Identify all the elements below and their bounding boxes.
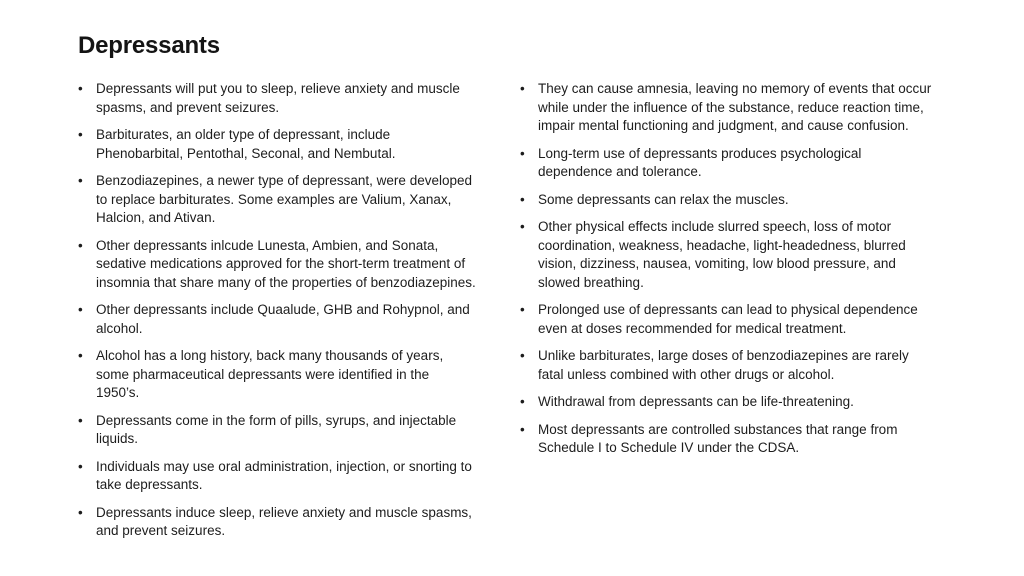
bullet-text: Benzodiazepines, a newer type of depressant, were developed to replace barbiturates. Some examples are Valium, Xanax, Halcion, and Ativan.	[96, 173, 472, 225]
bullet-marker: •	[520, 302, 525, 317]
slide-title: Depressants	[78, 32, 220, 59]
bullet-marker: •	[78, 127, 83, 142]
bullet-marker: •	[520, 348, 525, 363]
bullet-item	[78, 412, 476, 449]
bullet-marker: •	[520, 219, 525, 234]
bullet-item	[520, 393, 934, 412]
bullet-item	[520, 145, 934, 182]
bullet-text: Other physical effects include slurred speech, loss of motor coordination, weakness, headache, light-headedness, blurred vision, dizziness, nausea, vomiting, low blood pressure, and slowed breathing.	[538, 219, 906, 290]
bullet-marker: •	[78, 504, 83, 520]
bullet-text: Long-term use of depressants produces psychological dependence and tolerance.	[538, 145, 862, 179]
bullet-text: Other depressants include Quaalude, GHB and Rohypnol, and alcohol.	[96, 302, 470, 336]
bullet-marker: •	[78, 348, 83, 363]
bullet-text: Individuals may use oral administration, injection, or snorting to take depressants.	[96, 458, 472, 492]
bullet-marker: •	[78, 173, 83, 188]
bullet-text: Some depressants can relax the muscles.	[538, 191, 789, 207]
bullet-item	[78, 80, 476, 117]
left-column	[78, 80, 476, 550]
bullet-item	[520, 218, 934, 292]
bullet-marker: •	[78, 237, 83, 253]
bullet-item	[78, 504, 476, 541]
bullet-item	[520, 301, 934, 338]
bullet-item	[78, 458, 476, 495]
bullet-text: Depressants come in the form of pills, syrups, and injectable liquids.	[96, 412, 457, 446]
bullet-text: Withdrawal from depressants can be life-threatening.	[538, 394, 854, 409]
bullet-text: Depressants will put you to sleep, relieve anxiety and muscle spasms, and prevent seizures.	[96, 81, 460, 115]
bullet-item	[520, 80, 934, 136]
bullet-text: Barbiturates, an older type of depressant, include Phenobarbital, Pentothal, Seconal, and Nembutal.	[96, 127, 396, 161]
bullet-marker: •	[78, 458, 83, 474]
left-bullet-list	[78, 80, 476, 541]
bullet-marker: •	[520, 145, 525, 161]
bullet-marker: •	[78, 81, 83, 96]
bullet-item	[78, 347, 476, 403]
bullet-marker: •	[78, 302, 83, 317]
bullet-item	[78, 172, 476, 228]
bullet-text: Prolonged use of depressants can lead to physical dependence even at doses recommended for medical treatment.	[538, 302, 918, 336]
right-bullet-list	[520, 80, 934, 458]
bullet-item	[78, 126, 476, 163]
bullet-text: They can cause amnesia, leaving no memory of events that occur while under the influence of the substance, reduce reaction time, impair mental functioning and judgment, and cause confusion.	[538, 81, 932, 133]
bullet-marker: •	[520, 394, 525, 409]
bullet-text: Alcohol has a long history, back many thousands of years, some pharmaceutical depressants were identified in the 1950’s.	[96, 348, 444, 400]
bullet-marker: •	[520, 81, 525, 96]
bullet-item	[520, 421, 934, 458]
bullet-text: Unlike barbiturates, large doses of benzodiazepines are rarely fatal unless combined with other drugs or alcohol.	[538, 348, 909, 382]
bullet-marker: •	[520, 191, 525, 207]
bullet-item	[78, 237, 476, 293]
right-column	[520, 80, 934, 467]
bullet-item	[520, 191, 934, 210]
bullet-item	[78, 301, 476, 338]
bullet-marker: •	[78, 412, 83, 428]
bullet-text: Depressants induce sleep, relieve anxiety and muscle spasms, and prevent seizures.	[96, 504, 472, 538]
bullet-item	[520, 347, 934, 384]
bullet-text: Most depressants are controlled substances that range from Schedule I to Schedule IV under the CDSA.	[538, 421, 898, 455]
bullet-text: Other depressants inlcude Lunesta, Ambien, and Sonata, sedative medications approved for the short-term treatment of insomnia that share many of the properties of benzodiazepines.	[96, 237, 476, 290]
bullet-marker: •	[520, 421, 525, 437]
